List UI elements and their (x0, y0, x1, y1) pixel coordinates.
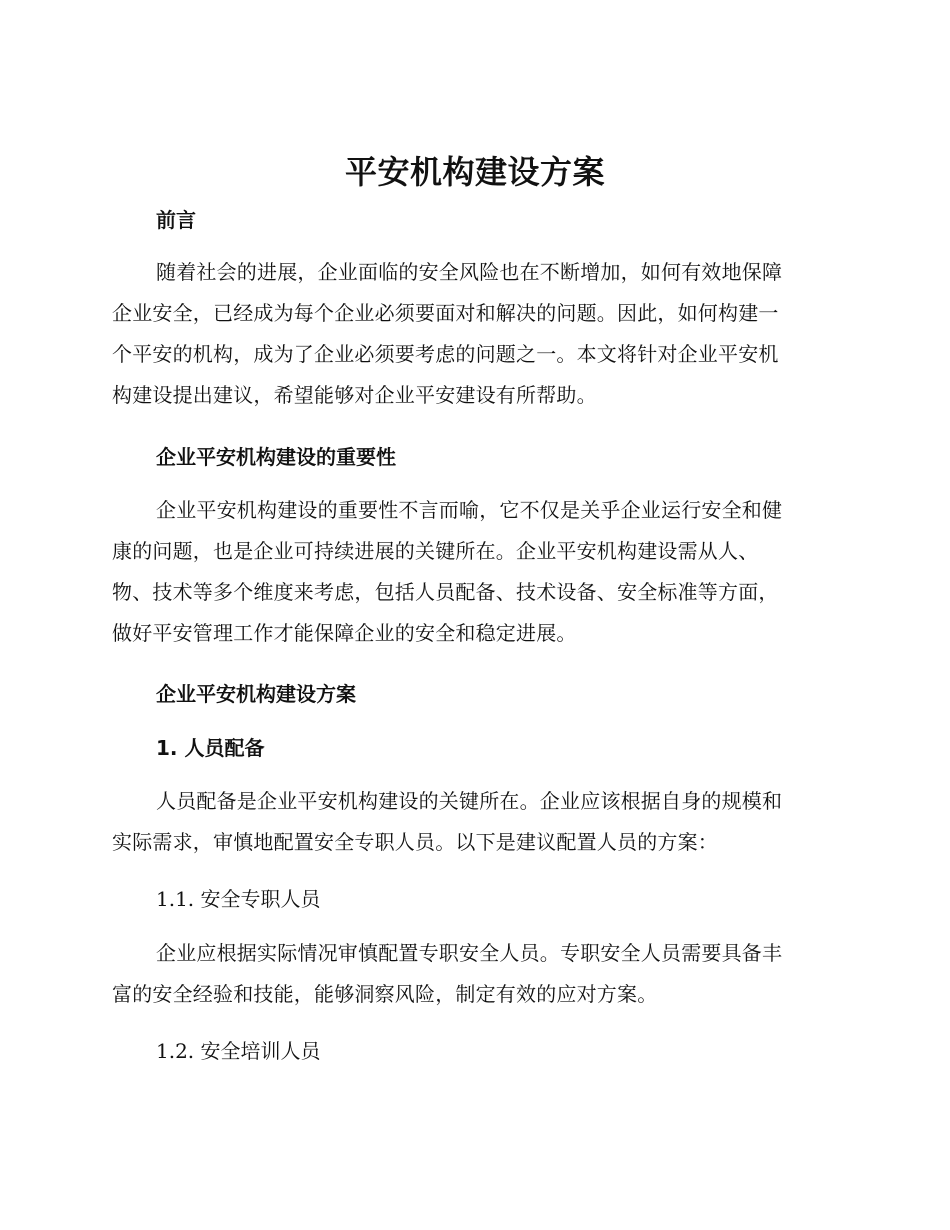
subsection-heading-training-staff: 1.2. 安全培训人员 (156, 1039, 321, 1063)
paragraph-importance (112, 490, 832, 654)
paragraph-line: 人员配备是企业平安机构建设的关键所在。企业应该根据自身的规模和 (156, 789, 783, 813)
paragraph-line: 物、技术等多个维度来考虑，包括人员配备、技术设备、安全标准等方面， (112, 580, 779, 604)
paragraph-line: 企业平安机构建设的重要性不言而喻，它不仅是关乎企业运行安全和健 (156, 498, 783, 522)
paragraph-line: 企业应根据实际情况审慎配置专职安全人员。专职安全人员需要具备丰 (156, 941, 783, 965)
subsection-heading-staffing: 1. 人员配备 (156, 736, 265, 760)
paragraph-preface (112, 252, 832, 416)
subsection-heading-safety-staff: 1.1. 安全专职人员 (156, 887, 321, 911)
section-heading-preface: 前言 (156, 208, 196, 232)
paragraph-line: 富的安全经验和技能，能够洞察风险，制定有效的应对方案。 (112, 982, 658, 1006)
paragraph-line: 个平安的机构，成为了企业必须要考虑的问题之一。本文将针对企业平安机 (112, 342, 779, 366)
section-heading-importance: 企业平安机构建设的重要性 (156, 445, 396, 469)
paragraph-line: 构建设提出建议，希望能够对企业平安建设有所帮助。 (112, 383, 597, 407)
document-title: 平安机构建设方案 (344, 153, 605, 191)
paragraph-line: 康的问题，也是企业可持续进展的关键所在。企业平安机构建设需从人、 (112, 539, 759, 563)
paragraph-line: 实际需求，审慎地配置安全专职人员。以下是建议配置人员的方案： (112, 830, 718, 854)
paragraph-line: 随着社会的进展，企业面临的安全风险也在不断增加，如何有效地保障 (156, 260, 783, 284)
paragraph-staffing (112, 781, 832, 863)
paragraph-line: 企业安全，已经成为每个企业必须要面对和解决的问题。因此，如何构建一 (112, 301, 779, 325)
paragraph-safety-staff (112, 933, 832, 1015)
paragraph-line: 做好平安管理工作才能保障企业的安全和稳定进展。 (112, 621, 577, 645)
section-heading-plan: 企业平安机构建设方案 (156, 682, 356, 706)
